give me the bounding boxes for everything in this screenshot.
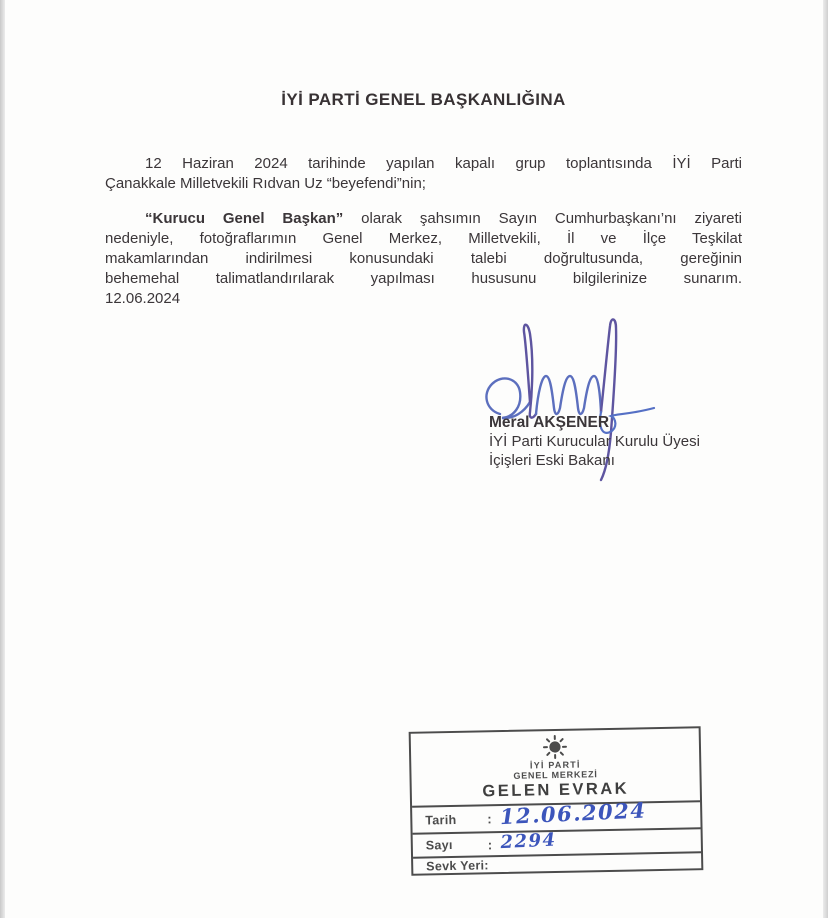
stamp-title: GELEN EVRAK: [482, 779, 630, 801]
stamp-org-line2: GENEL MERKEZİ: [513, 769, 598, 781]
paragraph-line: makamlarından indirilmesi konusundaki talebi doğrultusunda, gereğinin: [105, 250, 742, 267]
sevk-label: Sevk Yeri:: [426, 858, 489, 874]
paragraph-line: behemehal talimatlandırılarak yapılması hususunu bilgilerinize sunarım.: [105, 270, 742, 287]
paragraph-line: nedeniyle, fotoğraflarımın Genel Merkez, Milletvekili, İl ve İlçe Teşkilat: [105, 230, 742, 247]
letter-date: 12.06.2024: [105, 290, 181, 307]
scan-edge-right: [823, 0, 828, 918]
letter-title: İYİ PARTİ GENEL BAŞKANLIĞINA: [281, 90, 566, 109]
paragraph-request: [105, 209, 742, 309]
line-rest: olarak şahsımın Sayın Cumhurbaşkanı’nı ziyareti: [343, 210, 742, 227]
bold-lead: “Kurucu Genel Başkan”: [145, 210, 344, 227]
paragraph-line: Çanakkale Milletvekili Rıdvan Uz “beyefendi”nin;: [105, 175, 426, 192]
handwritten-number: 2294: [500, 829, 558, 854]
scan-edge-left: [0, 0, 5, 918]
signatory-role-1: İYİ Parti Kurucular Kurulu Üyesi: [489, 433, 700, 450]
signatory-role-2: İçişleri Eski Bakanı: [489, 452, 615, 469]
incoming-document-stamp: [409, 726, 704, 876]
handwritten-date: 12.06.2024: [499, 797, 648, 830]
signatory-block: [489, 413, 700, 470]
paragraph-intro: [105, 154, 742, 194]
tarih-separator: :: [487, 811, 492, 827]
stamp-org-line1: İYİ PARTİ: [529, 759, 581, 771]
tarih-label: Tarih: [425, 812, 457, 828]
sayi-separator: :: [487, 836, 493, 852]
paragraph-line: 12 Haziran 2024 tarihinde yapılan kapalı grup toplantısında İYİ Parti: [145, 155, 742, 172]
sun-icon: [542, 734, 568, 760]
stamp-header: [411, 728, 700, 806]
paragraph-line: [105, 209, 742, 229]
signatory-name: Meral AKŞENER: [489, 414, 610, 431]
sayi-label: Sayı: [425, 837, 453, 853]
